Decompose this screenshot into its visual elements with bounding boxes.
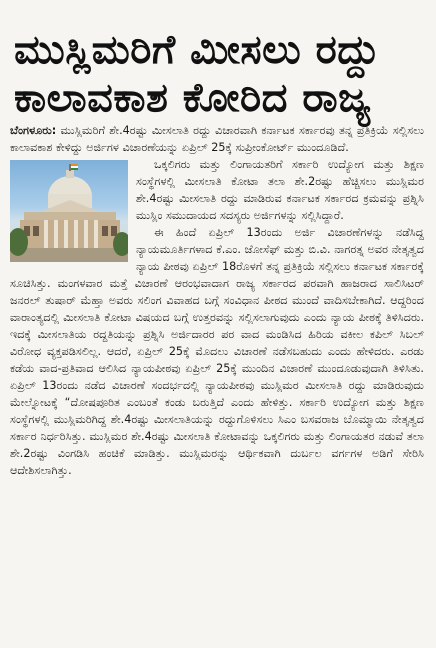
supreme-court-photo bbox=[10, 160, 128, 262]
supreme-court-illustration bbox=[10, 160, 128, 262]
headline-line-1: ಮುಸ್ಲಿಮರಿಗೆ ಮೀಸಲು ರದ್ದು bbox=[14, 27, 381, 73]
paragraph-2: ಒಕ್ಕಲಿಗರು ಮತ್ತು ಲಿಂಗಾಯತರಿಗೆ ಸರ್ಕಾರಿ ಉದ್ಯೋಗ ಮತ್ತು ಶಿಕ್ಷಣ ಸಂಸ್ಥೆಗಳಲ್ಲಿ ಮೀಸಲಾತಿ ಕೋಟಾ ತಲಾ ಶೇ.2ರಷ್ಟು ಹೆಚ್ಚಿಸಲು ಮುಸ್ಲಿಮರ ಶೇ.4ರಷ್ಟು ಮೀಸಲಾತಿ ರದ್ದು ಮಾಡಿರುವ ಕರ್ನಾಟಕ ಸರ್ಕಾರದ ಕ್ರಮವನ್ನು ಪ್ರಶ್ನಿಸಿ ಮುಸ್ಲಿಂ ಸಮುದಾಯದ ಸದಸ್ಯರು ಅರ್ಜಿಗಳನ್ನು ಸಲ್ಲಿಸಿದ್ದಾರೆ. bbox=[136, 158, 424, 222]
paragraph-1-text: ಮುಸ್ಲಿಮರಿಗೆ ಶೇ.4ರಷ್ಟು ಮೀಸಲಾತಿ ರದ್ದು ವಿಚಾರವಾಗಿ ಕರ್ನಾಟಕ ಸರ್ಕಾರವು ತನ್ನ ಪ್ರತಿಕ್ರಿಯೆ ಸಲ್ಲಿಸಲು ಕಾಲಾವಕಾಶ ಕೇಳಿದ್ದು ಅರ್ಜಿಗಳ ವಿಚಾರಣೆಯನ್ನು ಏಪ್ರಿಲ್ 25ಕ್ಕೆ ಸುಪ್ರೀಂಕೋರ್ಟ್ ಮುಂದೂಡಿದೆ. bbox=[10, 124, 424, 154]
headline-line-2: ಕಾಲಾವಕಾಶ ಕೋರಿದ ರಾಜ್ಯ bbox=[14, 75, 372, 121]
paragraph-1 bbox=[10, 122, 424, 156]
dateline: ಬೆಂಗಳೂರು: bbox=[10, 124, 57, 137]
article-body bbox=[10, 122, 424, 642]
paragraph-3: ಈ ಹಿಂದೆ ಏಪ್ರಿಲ್ 13ರಂದು ಅರ್ಜಿ ವಿಚಾರಣೆಗಳನ್ನು ನಡೆಸಿದ್ದ ನ್ಯಾಯಮೂರ್ತಿಗಳಾದ ಕೆ.ಎಂ. ಜೋಸೆಫ್ ಮತ್ತು ಬಿ.ವಿ. ನಾಗರತ್ನ ಅವರ ನೇತೃತ್ವದ ನ್ಯಾಯ ಪೀಠವು ಏಪ್ರಿಲ್ 18ರೊಳಗೆ ತನ್ನ ಪ್ರತಿಕ್ರಿಯೆ ಸಲ್ಲಿಸಲು ಕರ್ನಾಟಕ ಸರ್ಕಾರಕ್ಕೆ ಸೂಚಿಸಿತ್ತು. ಮಂಗಳವಾರ ಮತ್ತೆ ವಿಚಾರಣೆ ಆರಂಭವಾದಾಗ ರಾಜ್ಯ ಸರ್ಕಾರದ ಪರವಾಗಿ ಹಾಜರಾದ ಸಾಲಿಸಿಟರ್ ಜನರಲ್ ತುಷಾರ್ ಮೆಹ್ತಾ ಅವರು ಸಲಿಂಗ ವಿವಾಹದ ಬಗ್ಗೆ ಸಂವಿಧಾನ ಪೀಠದ ಮುಂದೆ ವಾದಿಸಬೇಕಾಗಿದೆ. ಆದ್ದರಿಂದ ವಾರಾಂತ್ಯದಲ್ಲಿ ಮೀಸಲಾತಿ ಕೋಟಾ ವಿಷಯದ ಬಗ್ಗೆ ಉತ್ತರವನ್ನು ಸಲ್ಲಿಸಲಾಗುವುದು ಎಂದು ನ್ಯಾಯ ಪೀಠಕ್ಕೆ ತಿಳಿಸಿದರು. ಇದಕ್ಕೆ ಮೀಸಲಾತಿಯ ರದ್ದತಿಯನ್ನು ಪ್ರಶ್ನಿಸಿ ಅರ್ಜಿದಾರರ ಪರ ವಾದ ಮಂಡಿಸಿದ ಹಿರಿಯ ವಕೀಲ ಕಪಿಲ್ ಸಿಬಲ್ ವಿರೋಧ ವ್ಯಕ್ತಪಡಿಸಲಿಲ್ಲ. ಆದರೆ, ಏಪ್ರಿಲ್ 25ಕ್ಕೆ ಮೊದಲು ವಿಚಾರಣೆ ನಡೆಸಬಹುದು ಎಂದು ಹೇಳಿದರು. ಎರಡು ಕಡೆಯ ವಾದ-ಪ್ರತಿವಾದ ಆಲಿಸಿದ ನ್ಯಾಯಪೀಠವು ಏಪ್ರಿಲ್ 25ಕ್ಕೆ ಮುಂದಿನ ವಿಚಾರಣೆ ಮುಂದೂಡುವುದಾಗಿ ತಿಳಿಸಿತು. ಏಪ್ರಿಲ್ 13ರಂದು ನಡೆದ ವಿಚಾರಣೆ ಸಂದರ್ಭದಲ್ಲಿ ನ್ಯಾಯಪೀಠವು ಮುಸ್ಲಿಮರ ಮೀಸಲಾತಿ ರದ್ದು ಮಾಡಿರುವುದು ಮೇಲ್ನೋಟಕ್ಕೆ “ದೋಷಪೂರಿತ ಎಂಬಂತೆ ಕಂಡು ಬರುತ್ತಿದೆ ಎಂದು ಹೇಳಿತ್ತು. ಸರ್ಕಾರಿ ಉದ್ಯೋಗ ಮತ್ತು ಶಿಕ್ಷಣ ಸಂಸ್ಥೆಗಳಲ್ಲಿ ಮುಸ್ಲಿಮರಿಗಿದ್ದ ಶೇ.4ರಷ್ಟು ಮೀಸಲಾತಿಯನ್ನು ರದ್ದುಗೊಳಿಸಲು ಸಿಎಂ ಬಸವರಾಜ ಬೊಮ್ಮಾಯಿ ನೇತೃತ್ವದ ಸರ್ಕಾರ ನಿರ್ಧರಿಸಿತ್ತು. ಮುಸ್ಲಿಮರ ಶೇ.4ರಷ್ಟು ಮೀಸಲಾತಿ ಕೋಟಾವನ್ನು ಒಕ್ಕಲಿಗರು ಮತ್ತು ಲಿಂಗಾಯತರ ನಡುವೆ ತಲಾ ಶೇ.2ರಷ್ಟು ವಿಂಗಡಿಸಿ ಹಂಚಿಕೆ ಮಾಡಿತ್ತು. ಮುಸ್ಲಿಮರನ್ನು ಆರ್ಥಿಕವಾಗಿ ದುರ್ಬಲ ವರ್ಗಗಳ ಅಡಿಗೆ ಸೇರಿಸಿ ಆದೇಶಿಸಲಾಗಿತ್ತು. bbox=[10, 226, 424, 477]
